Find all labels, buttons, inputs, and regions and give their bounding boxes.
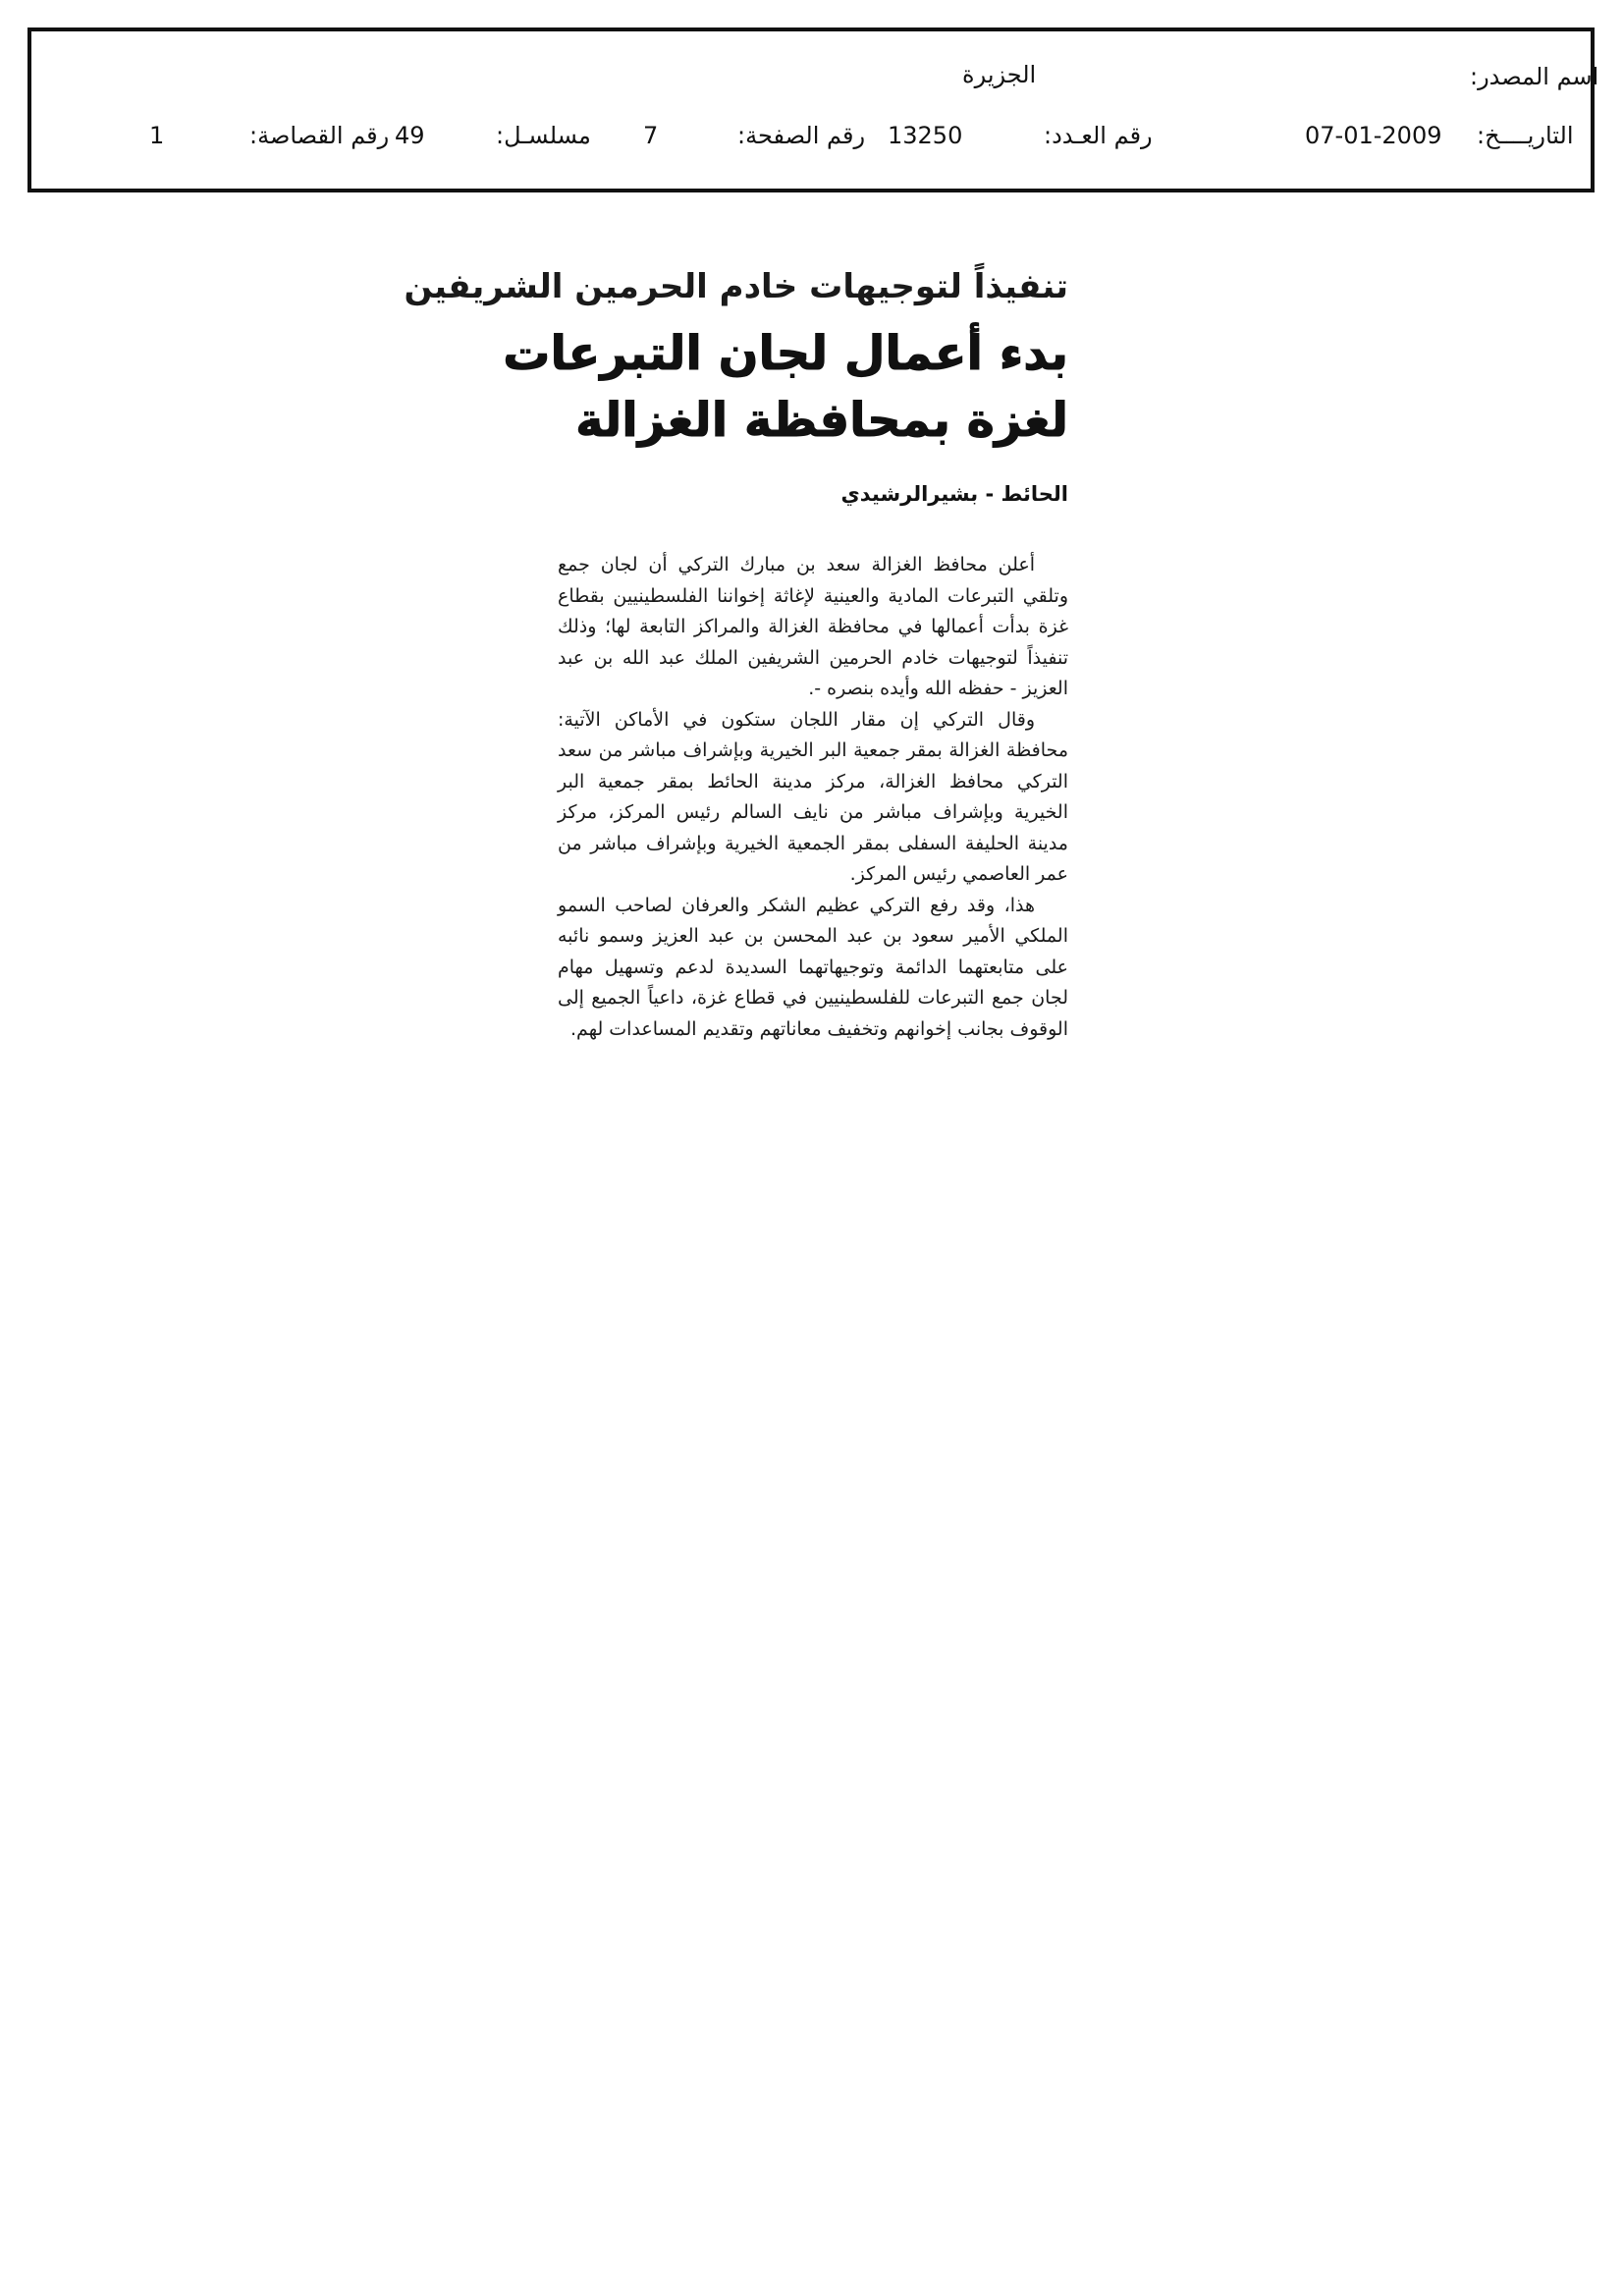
page-value: 7: [643, 122, 659, 149]
article-headline: بدء أعمال لجان التبرعات لغزة بمحافظة الغزالة: [503, 326, 1068, 448]
issue-label: رقم العـدد:: [1044, 122, 1153, 149]
article-kicker: تنفيذاً لتوجيهات خادم الحرمين الشريفين: [404, 267, 1068, 306]
source-value: الجزيرة: [962, 61, 1037, 88]
article-paragraph: أعلن محافظ الغزالة سعد بن مبارك التركي أن لجان جمع وتلقي التبرعات المادية والعينية لإغاثة إخواننا الفلسطينيين بقطاع غزة بدأت أعمالها في محافظة الغزالة والمراكز التابعة لها؛ وذلك تنفيذاً لتوجيهات خادم الحرمين الشريفين الملك عبد الله بن عبد العزيز - حفظه الله وأيده بنصره -.: [558, 554, 1068, 699]
issue-value: 13250: [888, 122, 963, 149]
article-byline: الحائط - بشيرالرشيدي: [840, 482, 1068, 506]
page-label: رقم الصفحة:: [737, 122, 866, 149]
date-label: التاريــــخ:: [1477, 122, 1574, 149]
article-paragraph: وقال التركي إن مقار اللجان ستكون في الأماكن الآتية: محافظة الغزالة بمقر جمعية البر الخيرية وبإشراف مباشر من سعد التركي محافظ الغزالة، مركز مدينة الحائط بمقر جمعية البر الخيرية وبإشراف مباشر من نايف السالم رئيس المركز، مركز مدينة الحليفة السفلى بمقر الجمعية الخيرية وبإشراف مباشر من عمر العاصمي رئيس المركز.: [558, 708, 1068, 885]
clipping-label: رقم القصاصة:: [249, 122, 390, 149]
clipping-header: [27, 27, 1599, 192]
source-label: اسم المصدر:: [1470, 63, 1599, 90]
clipping-value: 1: [149, 122, 165, 149]
serial-label: مسلسـل:: [496, 122, 591, 149]
article-body: [558, 550, 1068, 1045]
serial-value: 49: [395, 122, 425, 149]
date-value: 07-01-2009: [1305, 122, 1442, 149]
article-paragraph: هذا، وقد رفع التركي عظيم الشكر والعرفان لصاحب السمو الملكي الأمير سعود بن عبد المحسن بن عبد العزيز وسمو نائبه على متابعتهما الدائمة وتوجيهاتهما السديدة لدعم وتسهيل مهام لجان جمع التبرعات للفلسطينيين في قطاع غزة، داعياً الجميع إلى الوقوف بجانب إخوانهم وتخفيف معاناتهم وتقديم المساعدات لهم.: [558, 894, 1068, 1040]
